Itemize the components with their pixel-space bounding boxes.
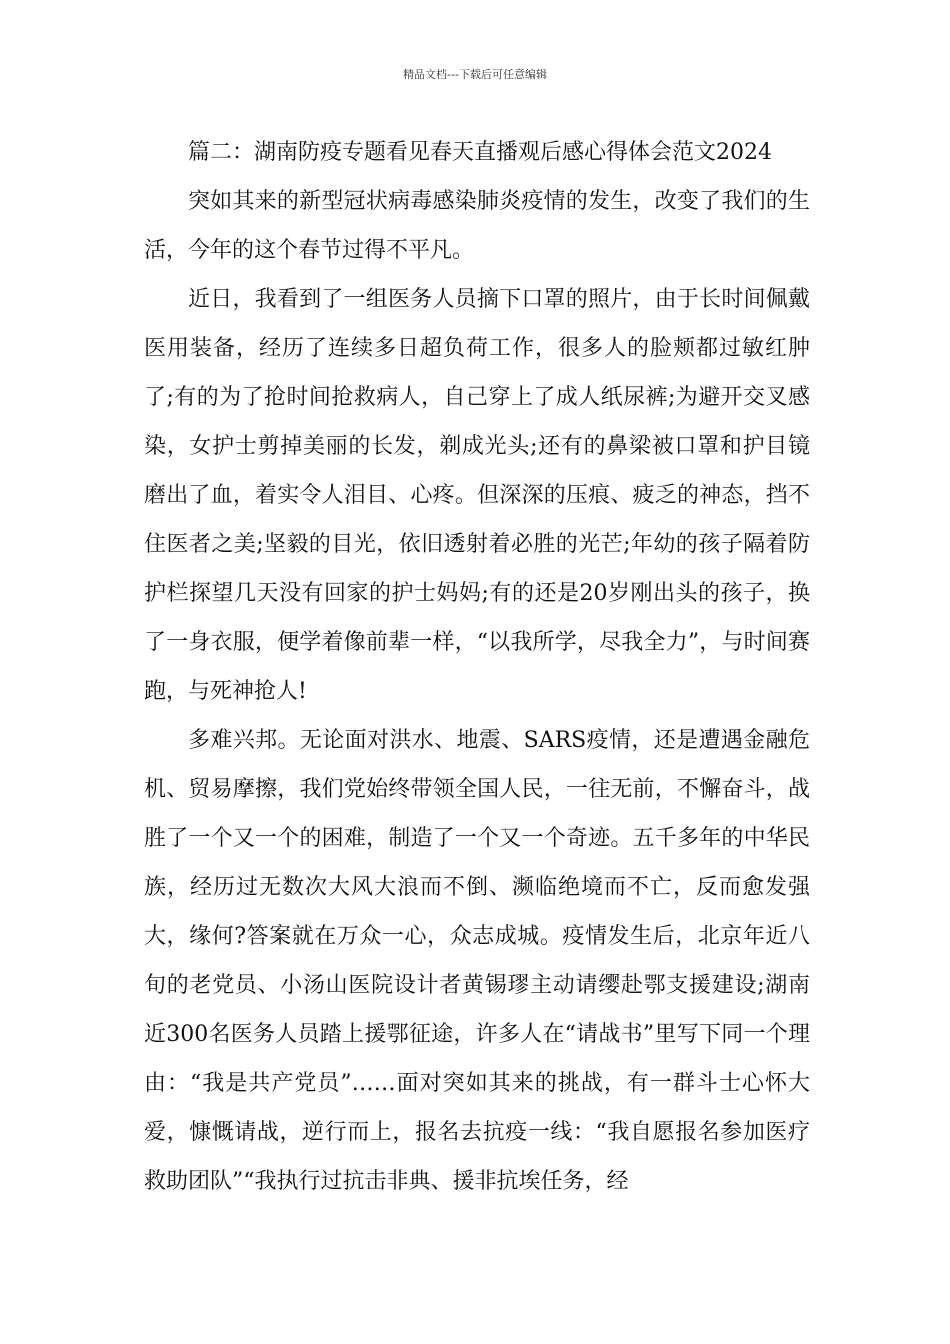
page-header: 精品文档---下载后可任意编辑 [403, 68, 547, 81]
document-body [144, 128, 810, 1206]
paragraph-1: 突如其来的新型冠状病毒感染肺炎疫情的发生，改变了我们的生活，今年的这个春节过得不平凡。 [144, 189, 810, 263]
document-title: 篇二：湖南防疫专题看见春天直播观后感心得体会范文2024 [188, 140, 772, 165]
paragraph-2: 近日，我看到了一组医务人员摘下口罩的照片，由于长时间佩戴医用装备，经历了连续多日超负荷工作，很多人的脸颊都过敏红肿了;有的为了抢时间抢救病人，自己穿上了成人纸尿裤;为避开交叉感染，女护士剪掉美丽的长发，剃成光头;还有的鼻梁被口罩和护目镜磨出了血，着实令人泪目、心疼。但深深的压痕、疲乏的神态，挡不住医者之美;坚毅的目光，依旧透射着必胜的光芒;年幼的孩子隔着防护栏探望几天没有回家的护士妈妈;有的还是20岁刚出头的孩子，换了一身衣服，便学着像前辈一样，“以我所学，尽我全力”，与时间赛跑，与死神抢人! [144, 287, 810, 704]
paragraph-3: 多难兴邦。无论面对洪水、地震、SARS疫情，还是遭遇金融危机、贸易摩擦，我们党始终带领全国人民，一往无前，不懈奋斗，战胜了一个又一个的困难，制造了一个又一个奇迹。五千多年的中华民族，经历过无数次大风大浪而不倒、濒临绝境而不亡，反而愈发强大，缘何?答案就在万众一心，众志成城。疫情发生后，北京年近八旬的老党员、小汤山医院设计者黄锡璆主动请缨赴鄂支援建设;湖南近300名医务人员踏上援鄂征途，许多人在“请战书”里写下同一个理由：“我是共产党员”……面对突如其来的挑战，有一群斗士心怀大爱，慷慨请战，逆行而上，报名去抗疫一线：“我自愿报名参加医疗救助团队”“我执行过抗击非典、援非抗埃任务，经 [144, 728, 810, 1194]
